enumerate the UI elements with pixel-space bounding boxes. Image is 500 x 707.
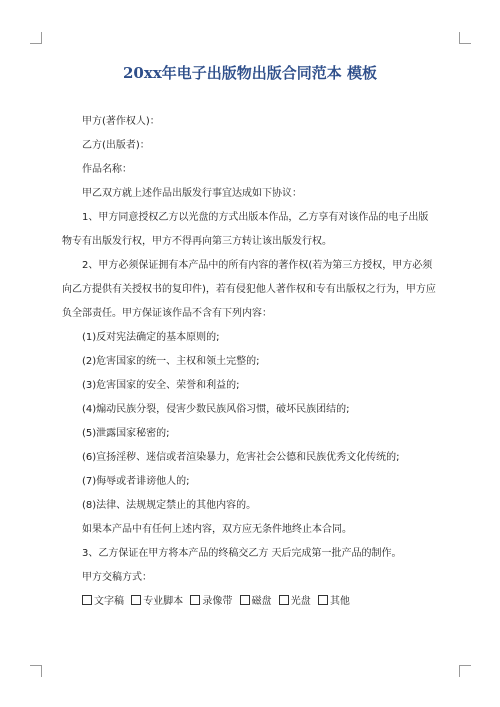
item-2: (2)危害国家的统一、主权和领土完整的; (82, 356, 260, 367)
checkbox-icon (279, 595, 289, 605)
option-script: 专业脚本 (131, 596, 183, 607)
delivery-method-line: 甲方交稿方式： (82, 572, 152, 583)
item-1: (1)反对宪法确定的基本原则的; (82, 332, 220, 343)
document-title (0, 62, 500, 83)
item-7: (7)侮辱或者诽谤他人的; (82, 476, 190, 487)
crop-mark-bottom-right (459, 665, 471, 677)
checkbox-icon (131, 595, 141, 605)
item-6: (6)宣扬淫秽、迷信或者渲染暴力，危害社会公德和民族优秀文化传统的; (82, 452, 400, 463)
title-text: 年电子出版物出版合同范本 模板 (161, 64, 377, 82)
delivery-options (62, 590, 442, 614)
crop-mark-top-right (459, 32, 471, 44)
checkbox-icon (190, 595, 200, 605)
option-disk: 磁盘 (240, 596, 272, 607)
party-b-line: 乙方(出版者)： (82, 140, 150, 151)
party-a-line: 甲方(著作权人)： (82, 116, 160, 127)
clause-1-line-2: 物专有出版发行权，甲方不得再向第三方转让该出版发行权。 (62, 236, 332, 247)
item-5: (5)泄露国家秘密的; (82, 428, 170, 439)
checkbox-icon (82, 595, 92, 605)
crop-mark-bottom-left (30, 665, 42, 677)
clause-3-line: 3、乙方保证在甲方将本产品的终稿交乙方 天后完成第一批产品的制作。 (82, 548, 402, 559)
work-name-line: 作品名称： (82, 164, 132, 175)
item-4: (4)煽动民族分裂，侵害少数民族风俗习惯，破坏民族团结的; (82, 404, 350, 415)
document-body (62, 110, 442, 614)
checkbox-icon (240, 595, 250, 605)
intro-line: 甲乙双方就上述作品出版发行事宜达成如下协议： (82, 188, 302, 199)
item-8: (8)法律、法规规定禁止的其他内容的。 (82, 500, 257, 511)
option-videotape: 录像带 (190, 596, 232, 607)
option-other: 其他 (318, 596, 350, 607)
title-year: 20xx (123, 64, 162, 82)
clause-2-line-2: 向乙方提供有关授权书的复印件)，若有侵犯他人著作权和专有出版权之行为，甲方应 (62, 284, 436, 295)
clause-1-line-1: 1、甲方同意授权乙方以光盘的方式出版本作品，乙方享有对该作品的电子出版 (82, 212, 429, 223)
clause-2-line-1: 2、甲方必须保证拥有本产品中的所有内容的著作权(若为第三方授权，甲方必须 (82, 260, 433, 271)
option-cd: 光盘 (279, 596, 311, 607)
crop-mark-top-left (30, 32, 42, 44)
item-3: (3)危害国家的安全、荣誉和利益的; (82, 380, 240, 391)
termination-line: 如果本产品中有任何上述内容，双方应无条件地终止本合同。 (82, 524, 352, 535)
clause-2-line-3: 负全部责任。甲方保证该作品不含有下列内容： (62, 308, 272, 319)
checkbox-icon (318, 595, 328, 605)
option-text-draft: 文字稿 (82, 596, 124, 607)
